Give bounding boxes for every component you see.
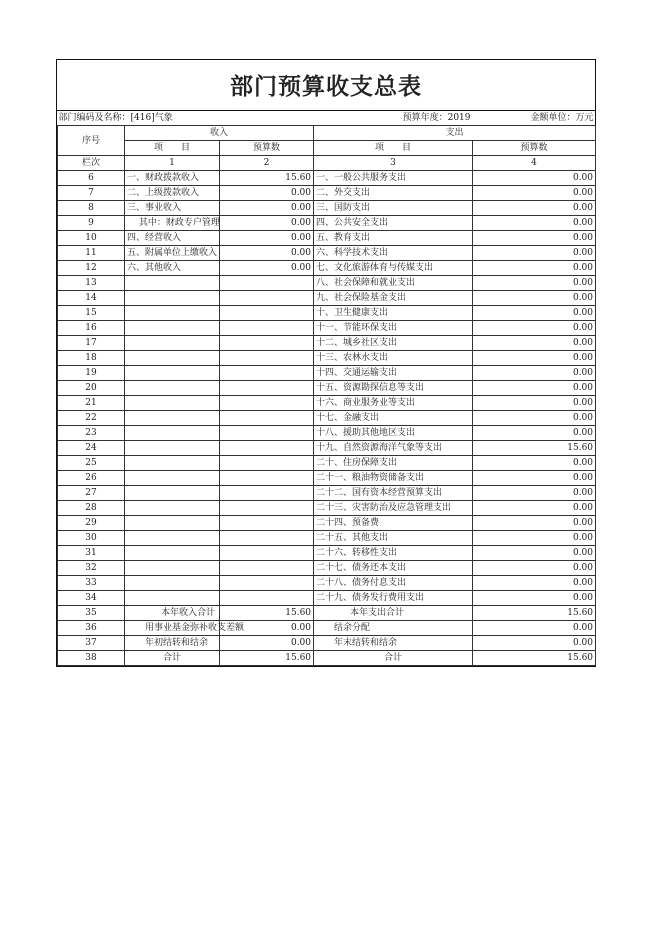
col-index-1: 1 xyxy=(125,156,220,171)
row-number: 21 xyxy=(58,396,125,411)
row-number: 18 xyxy=(58,351,125,366)
expense-budget: 0.00 xyxy=(473,501,596,516)
income-budget xyxy=(220,321,314,336)
income-item: 合计 xyxy=(125,651,220,666)
income-budget xyxy=(220,276,314,291)
row-number: 14 xyxy=(58,291,125,306)
income-budget xyxy=(220,591,314,606)
row-number: 6 xyxy=(58,171,125,186)
row-number: 34 xyxy=(58,591,125,606)
income-budget xyxy=(220,501,314,516)
expense-item: 二十五、其他支出 xyxy=(314,531,473,546)
table-row xyxy=(58,201,596,216)
income-budget xyxy=(220,336,314,351)
expense-item: 十一、节能环保支出 xyxy=(314,321,473,336)
row-number: 19 xyxy=(58,366,125,381)
row-number: 32 xyxy=(58,561,125,576)
expense-budget: 0.00 xyxy=(473,171,596,186)
table-row xyxy=(58,531,596,546)
expense-budget: 0.00 xyxy=(473,336,596,351)
income-item: 四、经营收入 xyxy=(125,231,220,246)
dept-name: 部门编码及名称：[416]气象 xyxy=(58,111,314,126)
col-index-2: 2 xyxy=(220,156,314,171)
income-item: 一、财政拨款收入 xyxy=(125,171,220,186)
expense-item: 十五、资源勘探信息等支出 xyxy=(314,381,473,396)
row-number: 9 xyxy=(58,216,125,231)
expense-budget: 0.00 xyxy=(473,246,596,261)
income-budget xyxy=(220,396,314,411)
expense-budget: 0.00 xyxy=(473,186,596,201)
expense-budget: 0.00 xyxy=(473,456,596,471)
income-budget xyxy=(220,411,314,426)
expense-budget: 0.00 xyxy=(473,201,596,216)
expense-budget: 0.00 xyxy=(473,636,596,651)
table-row xyxy=(58,276,596,291)
expense-budget-header: 预算数 xyxy=(473,141,596,156)
table-row xyxy=(58,516,596,531)
expense-item: 六、科学技术支出 xyxy=(314,246,473,261)
expense-item: 十二、城乡社区支出 xyxy=(314,336,473,351)
expense-item: 二十二、国有资本经营预算支出 xyxy=(314,486,473,501)
row-number: 20 xyxy=(58,381,125,396)
expense-budget: 0.00 xyxy=(473,621,596,636)
table-row xyxy=(58,411,596,426)
table-row xyxy=(58,291,596,306)
income-item: 本年收入合计 xyxy=(125,606,220,621)
income-item xyxy=(125,291,220,306)
table-row xyxy=(58,246,596,261)
income-item xyxy=(125,486,220,501)
table-row xyxy=(58,426,596,441)
income-budget xyxy=(220,516,314,531)
row-number: 37 xyxy=(58,636,125,651)
row-number: 13 xyxy=(58,276,125,291)
table-row xyxy=(58,546,596,561)
expense-item: 二十三、灾害防治及应急管理支出 xyxy=(314,501,473,516)
income-item: 六、其他收入 xyxy=(125,261,220,276)
expense-item: 十八、援助其他地区支出 xyxy=(314,426,473,441)
income-budget xyxy=(220,441,314,456)
table-row xyxy=(58,306,596,321)
table-row xyxy=(58,606,596,621)
expense-budget: 0.00 xyxy=(473,576,596,591)
column-index-row xyxy=(58,156,596,171)
income-budget xyxy=(220,576,314,591)
income-budget: 0.00 xyxy=(220,186,314,201)
table-row xyxy=(58,261,596,276)
expense-header: 支出 xyxy=(314,126,596,141)
row-number: 27 xyxy=(58,486,125,501)
row-number: 36 xyxy=(58,621,125,636)
row-number: 35 xyxy=(58,606,125,621)
expense-budget: 0.00 xyxy=(473,546,596,561)
income-item xyxy=(125,441,220,456)
expense-budget: 0.00 xyxy=(473,411,596,426)
expense-item: 二十四、预备费 xyxy=(314,516,473,531)
income-item xyxy=(125,336,220,351)
expense-item: 十、卫生健康支出 xyxy=(314,306,473,321)
expense-budget: 0.00 xyxy=(473,516,596,531)
expense-budget: 0.00 xyxy=(473,231,596,246)
table-row xyxy=(58,441,596,456)
table-row xyxy=(58,396,596,411)
income-item xyxy=(125,546,220,561)
table-row xyxy=(58,186,596,201)
income-budget xyxy=(220,531,314,546)
expense-item: 十四、交通运输支出 xyxy=(314,366,473,381)
expense-item: 九、社会保险基金支出 xyxy=(314,291,473,306)
sheet-title: 部门预算收支总表 xyxy=(57,60,595,111)
income-budget xyxy=(220,351,314,366)
income-budget xyxy=(220,561,314,576)
expense-item: 四、公共安全支出 xyxy=(314,216,473,231)
income-item-header: 项 目 xyxy=(125,141,220,156)
expense-item: 十七、金融支出 xyxy=(314,411,473,426)
expense-budget: 0.00 xyxy=(473,561,596,576)
income-item xyxy=(125,516,220,531)
income-budget xyxy=(220,381,314,396)
table-row xyxy=(58,336,596,351)
row-number: 26 xyxy=(58,471,125,486)
income-budget: 0.00 xyxy=(220,621,314,636)
income-item: 年初结转和结余 xyxy=(125,636,220,651)
expense-budget: 0.00 xyxy=(473,291,596,306)
expense-budget: 0.00 xyxy=(473,591,596,606)
row-number: 28 xyxy=(58,501,125,516)
income-budget xyxy=(220,486,314,501)
expense-item: 三、国防支出 xyxy=(314,201,473,216)
row-number: 23 xyxy=(58,426,125,441)
income-item: 用事业基金弥补收支差额 xyxy=(125,621,220,636)
table-row xyxy=(58,636,596,651)
header-row-1 xyxy=(58,126,596,141)
header-row-2 xyxy=(58,141,596,156)
income-budget: 15.60 xyxy=(220,651,314,666)
table-row xyxy=(58,231,596,246)
col-index-3: 3 xyxy=(314,156,473,171)
expense-item: 一、一般公共服务支出 xyxy=(314,171,473,186)
income-item xyxy=(125,531,220,546)
income-item xyxy=(125,321,220,336)
table-row xyxy=(58,576,596,591)
table-row xyxy=(58,501,596,516)
expense-item: 五、教育支出 xyxy=(314,231,473,246)
expense-budget: 0.00 xyxy=(473,471,596,486)
income-budget xyxy=(220,306,314,321)
expense-item: 合计 xyxy=(314,651,473,666)
budget-table xyxy=(57,111,596,666)
seq-header: 序号 xyxy=(58,126,125,156)
income-item xyxy=(125,576,220,591)
income-item xyxy=(125,426,220,441)
income-item: 五、附属单位上缴收入 xyxy=(125,246,220,261)
expense-budget: 0.00 xyxy=(473,351,596,366)
table-row xyxy=(58,351,596,366)
expense-item: 二十九、债务发行费用支出 xyxy=(314,591,473,606)
expense-item: 十九、自然资源海洋气象等支出 xyxy=(314,441,473,456)
expense-item: 二十、住房保障支出 xyxy=(314,456,473,471)
expense-item: 本年支出合计 xyxy=(314,606,473,621)
income-item xyxy=(125,456,220,471)
row-number: 16 xyxy=(58,321,125,336)
expense-item: 二、外交支出 xyxy=(314,186,473,201)
table-row xyxy=(58,456,596,471)
meta-row xyxy=(58,111,596,126)
table-row xyxy=(58,486,596,501)
expense-item: 十六、商业服务业等支出 xyxy=(314,396,473,411)
row-number: 7 xyxy=(58,186,125,201)
table-row xyxy=(58,471,596,486)
row-number: 33 xyxy=(58,576,125,591)
income-item xyxy=(125,381,220,396)
row-number: 31 xyxy=(58,546,125,561)
expense-budget: 0.00 xyxy=(473,396,596,411)
expense-budget: 0.00 xyxy=(473,276,596,291)
table-row xyxy=(58,651,596,666)
income-budget: 0.00 xyxy=(220,246,314,261)
expense-budget: 15.60 xyxy=(473,606,596,621)
income-budget xyxy=(220,426,314,441)
table-row xyxy=(58,621,596,636)
row-number: 25 xyxy=(58,456,125,471)
income-budget-header: 预算数 xyxy=(220,141,314,156)
table-row xyxy=(58,216,596,231)
amount-unit: 金额单位：万元 xyxy=(473,111,596,126)
income-item xyxy=(125,276,220,291)
col-index-4: 4 xyxy=(473,156,596,171)
expense-budget: 15.60 xyxy=(473,441,596,456)
expense-budget: 0.00 xyxy=(473,321,596,336)
table-row xyxy=(58,171,596,186)
income-item xyxy=(125,591,220,606)
expense-budget: 0.00 xyxy=(473,486,596,501)
table-row xyxy=(58,321,596,336)
table-row xyxy=(58,366,596,381)
income-budget: 0.00 xyxy=(220,636,314,651)
income-budget xyxy=(220,471,314,486)
income-header: 收入 xyxy=(125,126,314,141)
row-number: 12 xyxy=(58,261,125,276)
income-item xyxy=(125,501,220,516)
expense-item: 结余分配 xyxy=(314,621,473,636)
row-number: 15 xyxy=(58,306,125,321)
income-item xyxy=(125,366,220,381)
lanci-label: 栏次 xyxy=(58,156,125,171)
row-number: 38 xyxy=(58,651,125,666)
income-item: 其中：财政专户管理 xyxy=(125,216,220,231)
income-budget xyxy=(220,366,314,381)
expense-item-header: 项 目 xyxy=(314,141,473,156)
row-number: 8 xyxy=(58,201,125,216)
expense-budget: 0.00 xyxy=(473,216,596,231)
expense-budget: 0.00 xyxy=(473,381,596,396)
income-item xyxy=(125,561,220,576)
table-row xyxy=(58,561,596,576)
table-row xyxy=(58,381,596,396)
row-number: 17 xyxy=(58,336,125,351)
row-number: 10 xyxy=(58,231,125,246)
budget-table-body xyxy=(58,111,596,666)
income-budget: 15.60 xyxy=(220,171,314,186)
table-row xyxy=(58,591,596,606)
expense-item: 二十七、债务还本支出 xyxy=(314,561,473,576)
expense-item: 年末结转和结余 xyxy=(314,636,473,651)
expense-item: 二十六、转移性支出 xyxy=(314,546,473,561)
row-number: 11 xyxy=(58,246,125,261)
expense-item: 八、社会保障和就业支出 xyxy=(314,276,473,291)
income-budget: 15.60 xyxy=(220,606,314,621)
income-budget xyxy=(220,291,314,306)
income-budget: 0.00 xyxy=(220,201,314,216)
income-budget: 0.00 xyxy=(220,216,314,231)
expense-budget: 0.00 xyxy=(473,261,596,276)
expense-item: 十三、农林水支出 xyxy=(314,351,473,366)
expense-budget: 15.60 xyxy=(473,651,596,666)
row-number: 24 xyxy=(58,441,125,456)
expense-budget: 0.00 xyxy=(473,306,596,321)
row-number: 29 xyxy=(58,516,125,531)
row-number: 22 xyxy=(58,411,125,426)
income-item xyxy=(125,396,220,411)
income-budget: 0.00 xyxy=(220,231,314,246)
income-item: 三、事业收入 xyxy=(125,201,220,216)
income-item: 二、上级拨款收入 xyxy=(125,186,220,201)
income-budget xyxy=(220,546,314,561)
income-budget xyxy=(220,456,314,471)
income-item xyxy=(125,306,220,321)
income-budget: 0.00 xyxy=(220,261,314,276)
row-number: 30 xyxy=(58,531,125,546)
income-item xyxy=(125,411,220,426)
budget-year: 预算年度：2019 xyxy=(314,111,473,126)
income-item xyxy=(125,471,220,486)
expense-budget: 0.00 xyxy=(473,531,596,546)
income-item xyxy=(125,351,220,366)
expense-item: 二十八、债务付息支出 xyxy=(314,576,473,591)
expense-item: 二十一、粮油物资储备支出 xyxy=(314,471,473,486)
expense-budget: 0.00 xyxy=(473,366,596,381)
budget-sheet xyxy=(56,59,596,667)
expense-budget: 0.00 xyxy=(473,426,596,441)
expense-item: 七、文化旅游体育与传媒支出 xyxy=(314,261,473,276)
